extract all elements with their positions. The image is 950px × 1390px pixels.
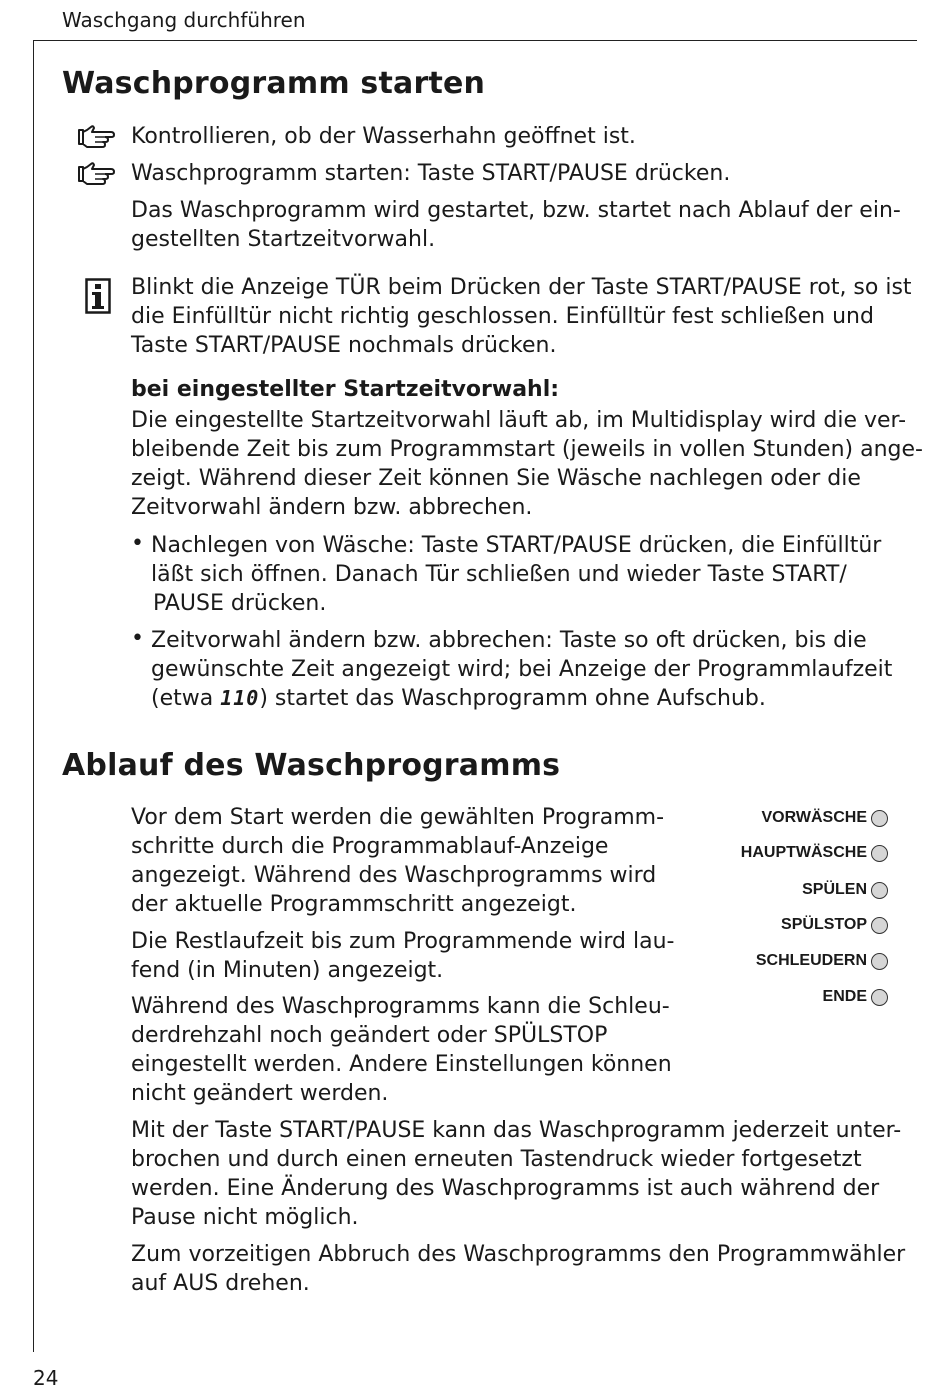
body-line: fend (in Minuten) angezeigt. bbox=[131, 958, 444, 983]
body-line: Zeitvorwahl ändern bzw. abbrechen. bbox=[131, 495, 533, 520]
body-line: Während des Waschprogramms kann die Schleu- bbox=[131, 994, 670, 1019]
bullet-text: ) startet das Waschprogramm ohne Aufschub. bbox=[259, 686, 766, 711]
body-line: angezeigt. Während des Waschprogramms wird bbox=[131, 863, 657, 888]
indicator-lamp-icon bbox=[871, 810, 888, 827]
header-rule bbox=[33, 40, 917, 41]
subheading: bei eingestellter Startzeitvorwahl: bbox=[131, 377, 560, 402]
page-number: 24 bbox=[33, 1366, 59, 1390]
section-heading-sequence: Ablauf des Waschprogramms bbox=[62, 748, 561, 783]
body-line: Die eingestellte Startzeitvorwahl läuft ab, im Multidisplay wird die ver- bbox=[131, 408, 907, 433]
body-line: Das Waschprogramm wird gestartet, bzw. startet nach Ablauf der ein- bbox=[131, 198, 901, 223]
bullet-text: (etwa bbox=[151, 686, 221, 711]
bullet-icon: • bbox=[131, 626, 144, 651]
indicator-lamp-icon bbox=[871, 882, 888, 899]
indicator-label: SCHLEUDERN bbox=[755, 952, 867, 969]
indicator-hauptwaesche bbox=[741, 844, 888, 862]
indicator-lamp-icon bbox=[871, 917, 888, 934]
bullet-line: läßt sich öffnen. Danach Tür schließen und wieder Taste START/ bbox=[151, 562, 847, 587]
body-line: nicht geändert werden. bbox=[131, 1081, 389, 1106]
bullet-line: Zeitvorwahl ändern bzw. abbrechen: Taste so oft drücken, bis die bbox=[151, 628, 867, 653]
indicator-spuelstop bbox=[781, 916, 888, 934]
body-line: Die Restlaufzeit bis zum Programmende wird lau- bbox=[131, 929, 675, 954]
body-line: zeigt. Während dieser Zeit können Sie Wäsche nachlegen oder die bbox=[131, 466, 861, 491]
indicator-label: SPÜLSTOP bbox=[781, 916, 867, 933]
pointing-hand-icon bbox=[77, 161, 119, 187]
bullet-line: PAUSE drücken. bbox=[153, 591, 327, 616]
body-line: Zum vorzeitigen Abbruch des Waschprogramms den Programmwähler bbox=[131, 1242, 906, 1267]
indicator-lamp-icon bbox=[871, 953, 888, 970]
bullet-line bbox=[151, 684, 766, 713]
body-line: der aktuelle Programmschritt angezeigt. bbox=[131, 892, 577, 917]
info-icon bbox=[85, 278, 111, 314]
indicator-label: VORWÄSCHE bbox=[761, 809, 867, 826]
bullet-line: Nachlegen von Wäsche: Taste START/PAUSE drücken, die Einfülltür bbox=[151, 533, 882, 558]
indicator-lamp-icon bbox=[871, 989, 888, 1006]
running-header: Waschgang durchführen bbox=[62, 8, 306, 32]
section-heading-start: Waschprogramm starten bbox=[62, 66, 486, 101]
indicator-lamp-icon bbox=[871, 845, 888, 862]
indicator-label: HAUPTWÄSCHE bbox=[740, 844, 867, 861]
indicator-schleudern bbox=[756, 952, 888, 970]
body-line: auf AUS drehen. bbox=[131, 1271, 310, 1296]
info-line: die Einfülltür nicht richtig geschlossen. Einfülltür fest schließen und bbox=[131, 304, 874, 329]
body-line: brochen und durch einen erneuten Tastendruck wieder fortgesetzt bbox=[131, 1147, 862, 1172]
indicator-vorwaesche bbox=[762, 809, 889, 827]
body-line: gestellten Startzeitvorwahl. bbox=[131, 227, 436, 252]
info-line: Blinkt die Anzeige TÜR beim Drücken der Taste START/PAUSE rot, so ist bbox=[131, 275, 912, 300]
bullet-icon: • bbox=[131, 531, 144, 556]
body-line: schritte durch die Programmablauf-Anzeige bbox=[131, 834, 609, 859]
body-line: Pause nicht möglich. bbox=[131, 1205, 359, 1230]
body-line: werden. Eine Änderung des Waschprogramms ist auch während der bbox=[131, 1176, 880, 1201]
body-line: eingestellt werden. Andere Einstellungen können bbox=[131, 1052, 672, 1077]
step-text: Kontrollieren, ob der Wasserhahn geöffnet ist. bbox=[131, 124, 636, 149]
display-readout: 110 bbox=[220, 686, 260, 710]
body-line: Vor dem Start werden die gewählten Programm- bbox=[131, 805, 665, 830]
bullet-line: gewünschte Zeit angezeigt wird; bei Anzeige der Programmlaufzeit bbox=[151, 657, 893, 682]
indicator-spuelen bbox=[802, 881, 888, 899]
pointing-hand-icon bbox=[77, 124, 119, 150]
margin-rule bbox=[33, 40, 34, 1352]
body-line: Mit der Taste START/PAUSE kann das Waschprogramm jederzeit unter- bbox=[131, 1118, 902, 1143]
body-line: bleibende Zeit bis zum Programmstart (jeweils in vollen Stunden) ange- bbox=[131, 437, 923, 462]
body-line: derdrehzahl noch geändert oder SPÜLSTOP bbox=[131, 1023, 608, 1048]
indicator-label: ENDE bbox=[822, 988, 867, 1005]
info-line: Taste START/PAUSE nochmals drücken. bbox=[131, 333, 557, 358]
step-text: Waschprogramm starten: Taste START/PAUSE drücken. bbox=[131, 161, 731, 186]
indicator-label: SPÜLEN bbox=[802, 881, 867, 898]
indicator-ende bbox=[823, 988, 888, 1006]
